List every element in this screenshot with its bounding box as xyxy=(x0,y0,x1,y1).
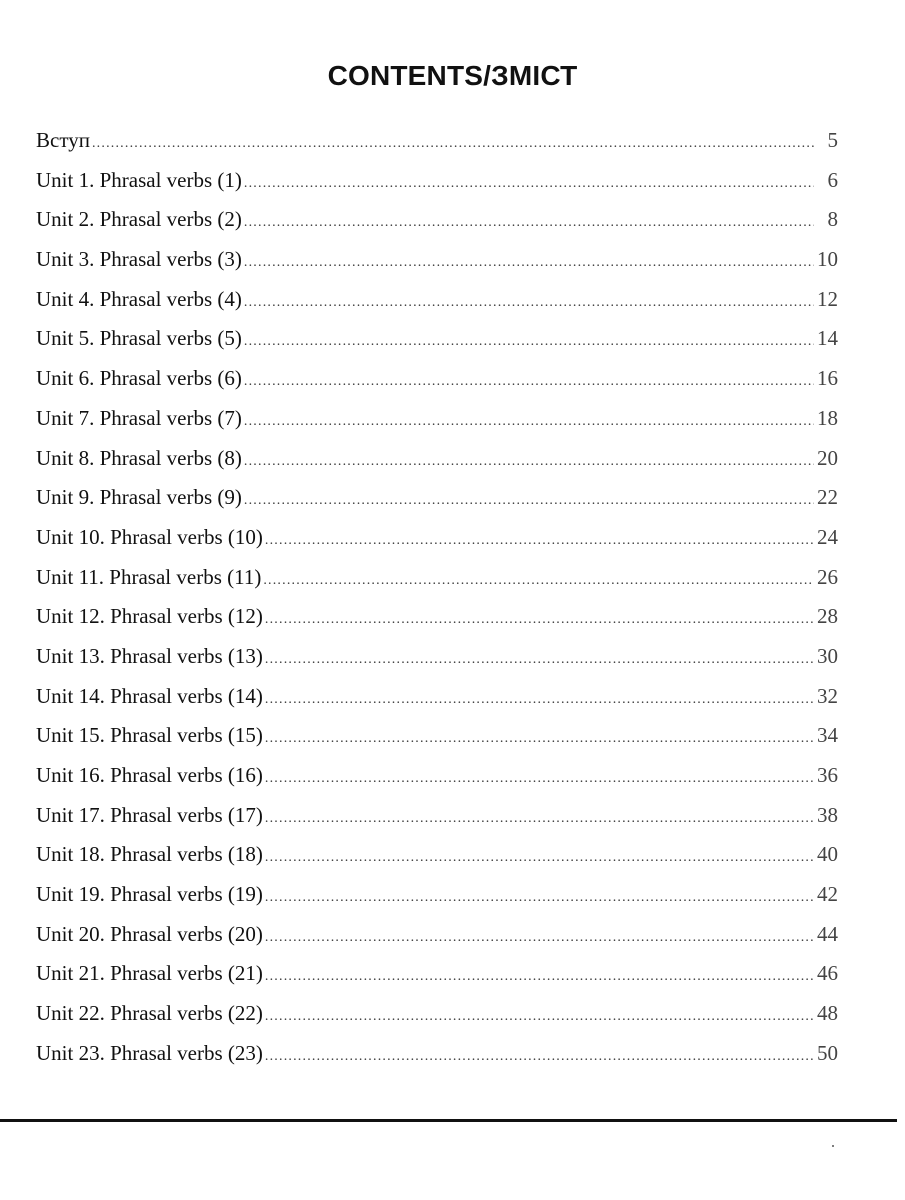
toc-entry-label: Unit 23. Phrasal verbs (23) xyxy=(36,1040,263,1065)
toc-entry[interactable] xyxy=(36,247,838,287)
bottom-rule xyxy=(0,1119,897,1122)
dot-leader xyxy=(244,295,814,311)
toc-entry[interactable] xyxy=(36,684,838,724)
dot-leader xyxy=(265,930,814,946)
toc-entry[interactable] xyxy=(36,922,838,962)
dot-leader xyxy=(244,454,814,470)
toc-entry[interactable] xyxy=(36,525,838,565)
toc-entry-page: 26 xyxy=(817,564,838,589)
toc-entry-label: Unit 22. Phrasal verbs (22) xyxy=(36,1001,263,1026)
toc-entry-label: Unit 2. Phrasal verbs (2) xyxy=(36,207,242,232)
toc-entry[interactable] xyxy=(36,723,838,763)
dot-leader xyxy=(244,255,814,271)
toc-entry-page: 38 xyxy=(817,802,838,827)
toc-entry-label: Unit 13. Phrasal verbs (13) xyxy=(36,643,263,668)
toc-entry-page: 6 xyxy=(827,167,838,192)
dot-leader xyxy=(265,771,814,787)
toc-entry-page: 48 xyxy=(817,1001,838,1026)
toc-entry-page: 46 xyxy=(817,961,838,986)
toc-entry-page: 12 xyxy=(817,286,838,311)
dot-leader xyxy=(263,573,814,589)
toc-entry[interactable] xyxy=(36,1041,838,1081)
toc-entry[interactable] xyxy=(36,565,838,605)
dot-leader xyxy=(92,136,814,152)
toc-entry[interactable] xyxy=(36,763,838,803)
toc-entry[interactable] xyxy=(36,287,838,327)
dot-leader xyxy=(265,850,814,866)
toc-entry-label: Вступ xyxy=(36,128,90,152)
page-title: CONTENTS/ЗМІСТ xyxy=(327,60,578,91)
toc-entry-page: 36 xyxy=(817,763,838,787)
toc-entry-label: Unit 6. Phrasal verbs (6) xyxy=(36,366,242,391)
toc-entry-label: Unit 3. Phrasal verbs (3) xyxy=(36,247,242,272)
toc-entry[interactable] xyxy=(36,644,838,684)
toc-entry-page: 5 xyxy=(827,128,838,152)
toc-entry-page: 40 xyxy=(817,842,838,867)
dot-leader xyxy=(265,612,814,628)
toc-entry-page: 14 xyxy=(817,326,838,351)
toc-entry[interactable] xyxy=(36,882,838,922)
toc-entry-label: Unit 21. Phrasal verbs (21) xyxy=(36,961,263,986)
dot-leader xyxy=(265,731,814,747)
dot-leader xyxy=(244,414,814,430)
dot-leader xyxy=(265,890,814,906)
toc-entry-page: 44 xyxy=(817,921,838,946)
toc-entry-page: 42 xyxy=(817,882,838,907)
toc-entry[interactable] xyxy=(36,207,838,247)
toc-entry-label: Unit 10. Phrasal verbs (10) xyxy=(36,524,263,549)
toc-entry-label: Unit 12. Phrasal verbs (12) xyxy=(36,604,263,629)
toc-entry[interactable] xyxy=(36,406,838,446)
toc-entry-label: Unit 8. Phrasal verbs (8) xyxy=(36,445,242,470)
toc-entry-page: 20 xyxy=(817,445,838,470)
toc-entry-label: Unit 20. Phrasal verbs (20) xyxy=(36,921,263,946)
toc-entry[interactable] xyxy=(36,604,838,644)
toc-entry[interactable] xyxy=(36,1001,838,1041)
toc-entry[interactable] xyxy=(36,128,838,168)
toc-entry[interactable] xyxy=(36,168,838,208)
dot-leader xyxy=(244,493,814,509)
toc-entry-label: Unit 11. Phrasal verbs (11) xyxy=(36,564,262,589)
dot-leader xyxy=(244,374,814,390)
toc-entry-label: Unit 7. Phrasal verbs (7) xyxy=(36,405,242,430)
dot-leader xyxy=(265,652,814,668)
dot-leader xyxy=(265,1049,814,1065)
toc-entry-label: Unit 15. Phrasal verbs (15) xyxy=(36,723,263,748)
toc-entry-label: Unit 19. Phrasal verbs (19) xyxy=(36,882,263,907)
table-of-contents xyxy=(36,128,838,1081)
toc-entry-page: 28 xyxy=(817,604,838,629)
toc-entry-label: Unit 9. Phrasal verbs (9) xyxy=(36,485,242,510)
toc-entry-page: 24 xyxy=(817,524,838,549)
toc-entry[interactable] xyxy=(36,446,838,486)
toc-entry-label: Unit 17. Phrasal verbs (17) xyxy=(36,802,263,827)
toc-entry-label: Unit 14. Phrasal verbs (14) xyxy=(36,683,263,708)
dot-leader xyxy=(244,176,814,192)
toc-entry-label: Unit 1. Phrasal verbs (1) xyxy=(36,167,242,192)
toc-entry-page: 50 xyxy=(817,1040,838,1065)
toc-entry-page: 22 xyxy=(817,485,838,510)
toc-entry-page: 30 xyxy=(817,643,838,668)
scan-speck xyxy=(832,1145,834,1147)
toc-entry-page: 8 xyxy=(827,207,838,232)
dot-leader xyxy=(265,811,814,827)
toc-entry-label: Unit 4. Phrasal verbs (4) xyxy=(36,286,242,311)
toc-entry[interactable] xyxy=(36,842,838,882)
toc-entry[interactable] xyxy=(36,961,838,1001)
toc-entry-page: 18 xyxy=(817,405,838,430)
dot-leader xyxy=(265,533,814,549)
toc-entry-label: Unit 5. Phrasal verbs (5) xyxy=(36,326,242,351)
toc-entry-page: 32 xyxy=(817,683,838,708)
dot-leader xyxy=(244,334,814,350)
dot-leader xyxy=(265,969,814,985)
toc-entry-label: Unit 16. Phrasal verbs (16) xyxy=(36,763,263,787)
toc-entry-page: 34 xyxy=(817,723,838,748)
toc-entry-page: 10 xyxy=(817,247,838,272)
dot-leader xyxy=(265,692,814,708)
toc-entry-page: 16 xyxy=(817,366,838,391)
dot-leader xyxy=(244,215,814,231)
toc-entry[interactable] xyxy=(36,366,838,406)
toc-entry-label: Unit 18. Phrasal verbs (18) xyxy=(36,842,263,867)
toc-entry[interactable] xyxy=(36,485,838,525)
toc-entry[interactable] xyxy=(36,326,838,366)
toc-entry[interactable] xyxy=(36,803,838,843)
dot-leader xyxy=(265,1009,814,1025)
